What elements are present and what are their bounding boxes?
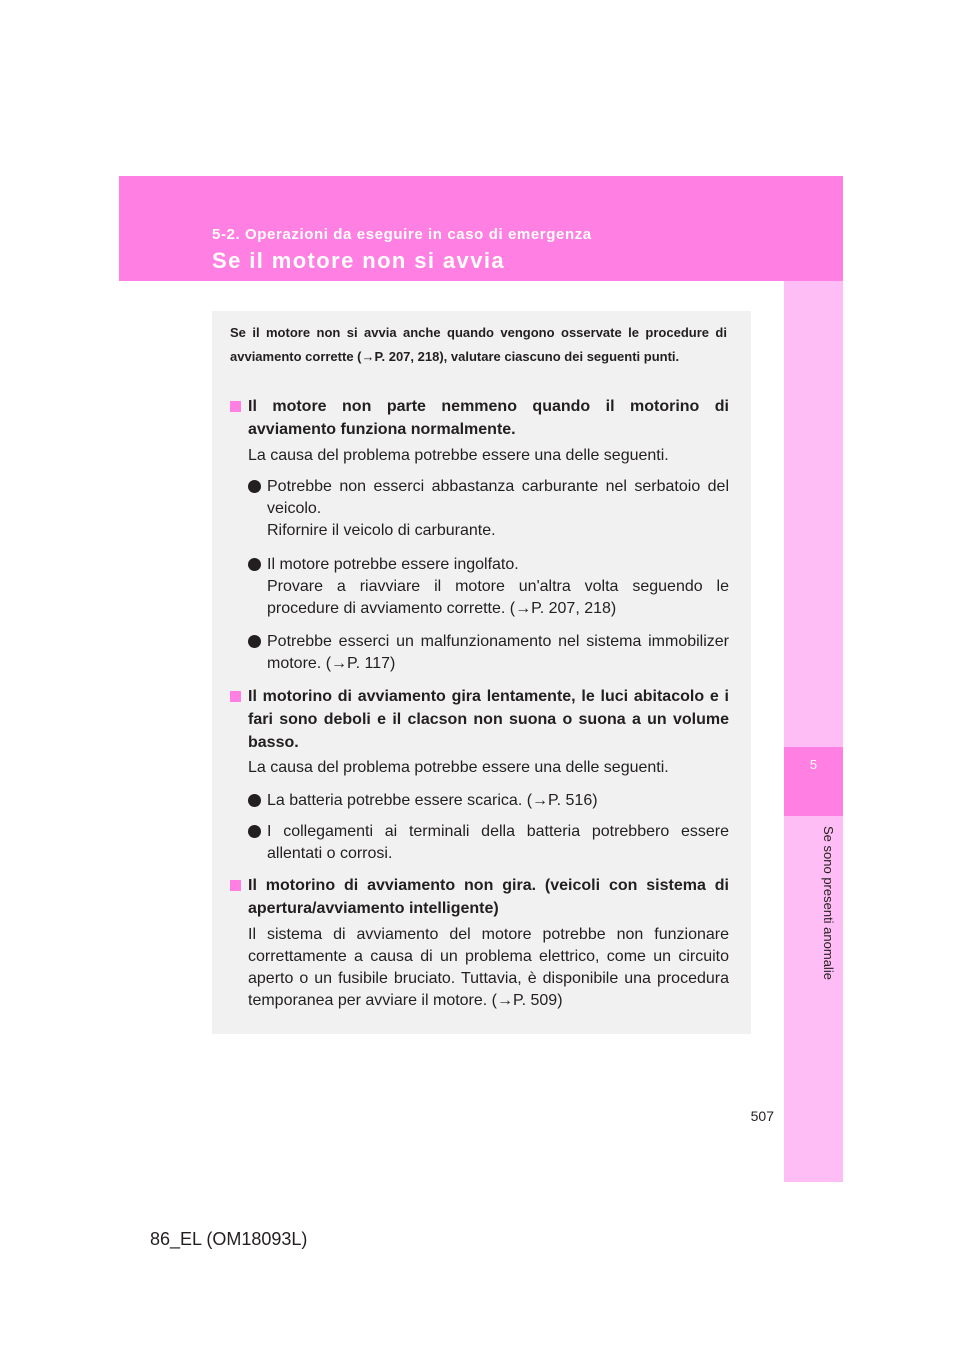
- chapter-title-vertical: Se sono presenti anomalie: [821, 826, 836, 980]
- list-item-subtext: Rifornire il veicolo di carburante.: [267, 522, 496, 539]
- bullet-dot-icon: [248, 794, 261, 807]
- list-item-text: Potrebbe non esserci abbastanza carburante nel serbatoio del veicolo.: [267, 478, 729, 517]
- bullet-dot-icon: [248, 558, 261, 571]
- section-lead: La causa del problema potrebbe essere una delle seguenti.: [248, 759, 669, 776]
- list-item: [248, 790, 729, 812]
- manual-code: 86_EL (OM18093L): [150, 1229, 308, 1249]
- chapter-header: [119, 176, 843, 281]
- bullet-dot-icon: [248, 635, 261, 648]
- bullet-dot-icon: [248, 480, 261, 493]
- section-heading-text: Il motorino di avviamento gira lentamente, le luci abitacolo e i fari sono deboli e il clacson non suona o suona a un volume basso.: [248, 688, 729, 751]
- chapter-number-box: [784, 747, 843, 816]
- list-item-text: Il motore potrebbe essere ingolfato.: [267, 556, 519, 573]
- chapter-side-tab: [784, 281, 843, 1182]
- page-number: 507: [750, 1108, 774, 1124]
- bullet-dot-icon: [248, 825, 261, 838]
- intro-text: Se il motore non si avvia anche quando vengono osservate le procedure di avviamento corrette (→P. 207, 218), valutare ciascuno dei seguenti punti.: [230, 325, 727, 364]
- section-lead: La causa del problema potrebbe essere una delle seguenti.: [248, 447, 669, 464]
- chapter-number: 5: [809, 757, 818, 772]
- list-item: [248, 821, 729, 865]
- section-lead: Il sistema di avviamento del motore potrebbe non funzionare correttamente a causa di un problema elettrico, come un circuito aperto o un fusibile bruciato. Tuttavia, è disponibile una procedura temporanea per avviare il motore. (→P. 509): [248, 926, 729, 1009]
- pink-square-marker: [230, 401, 241, 412]
- section-label: 5-2. Operazioni da eseguire in caso di emergenza: [212, 226, 592, 243]
- page-title: Se il motore non si avvia: [212, 248, 505, 273]
- pink-square-marker: [230, 691, 241, 702]
- list-item-subtext: Provare a riavviare il motore un'altra volta seguendo le procedure di avviamento corrette. (→P. 207, 218): [267, 578, 729, 617]
- list-item-text: I collegamenti ai terminali della batteria potrebbero essere allentati o corrosi.: [267, 823, 729, 862]
- section-heading: [230, 685, 729, 754]
- section-heading-text: Il motorino di avviamento non gira. (veicoli con sistema di apertura/avviamento intelligente): [248, 877, 729, 917]
- list-item-text: Potrebbe esserci un malfunzionamento nel sistema immobilizer motore. (→P. 117): [267, 633, 729, 672]
- list-item: [248, 476, 729, 542]
- pink-square-marker: [230, 880, 241, 891]
- section-heading-text: Il motore non parte nemmeno quando il motorino di avviamento funziona normalmente.: [248, 398, 729, 438]
- content-panel: [212, 311, 751, 1034]
- list-item-text: La batteria potrebbe essere scarica. (→P. 516): [267, 792, 598, 809]
- list-item: [248, 554, 729, 620]
- list-item: [248, 631, 729, 675]
- section-heading: [230, 395, 729, 441]
- section-heading: [230, 874, 729, 920]
